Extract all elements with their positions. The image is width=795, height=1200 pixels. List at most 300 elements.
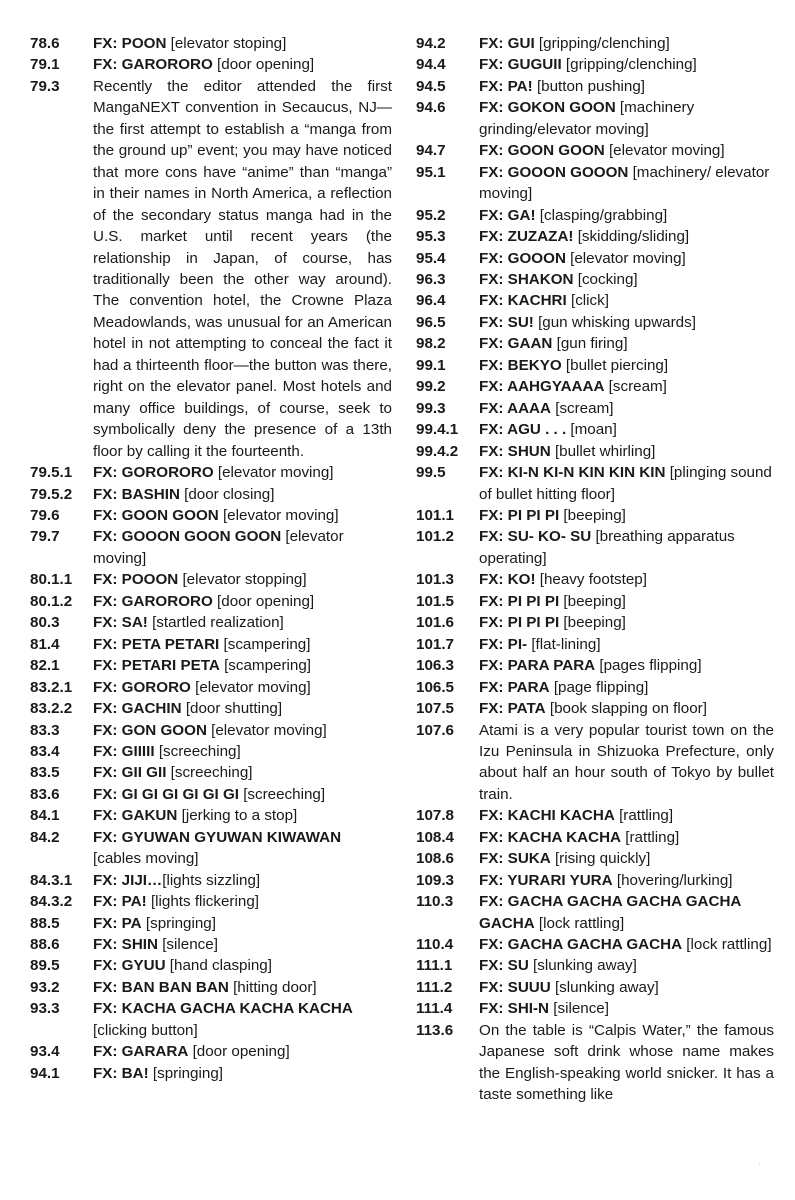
- sound-effect: FX: KACHA KACHA: [479, 828, 622, 846]
- glossary-entry: [30, 955, 392, 976]
- entry-number: 83.2.1: [30, 678, 73, 696]
- sound-description: [door opening]: [212, 56, 315, 74]
- entry-number: 94.7: [416, 142, 446, 160]
- entry-text: [93, 998, 392, 1041]
- glossary-entry: [30, 934, 392, 955]
- sound-description: [elevator stoping]: [166, 35, 287, 52]
- sound-effect: FX: KACHRI: [479, 292, 567, 310]
- glossary-entry: [416, 655, 774, 676]
- entry-text: [93, 891, 392, 912]
- entry-number: 83.3: [30, 721, 60, 739]
- sound-effect: FX: GOON GOON: [479, 142, 605, 160]
- entry-number: 111.1: [416, 957, 453, 975]
- entry-number: 107.8: [416, 807, 455, 825]
- entry-number: 109.3: [416, 871, 455, 889]
- entry-number: 99.3: [416, 399, 446, 417]
- sound-effect: FX: GI GI GI GI GI GI: [93, 785, 239, 803]
- sound-description: [door shutting]: [181, 700, 283, 718]
- entry-number: 82.1: [30, 657, 60, 675]
- sound-effect: FX: GACHA GACHA GACHA: [479, 936, 683, 954]
- glossary-entry: [416, 955, 774, 976]
- entry-text: [479, 698, 774, 719]
- entry-text: [479, 226, 774, 247]
- glossary-entry: [416, 977, 774, 998]
- sound-effect: FX: SU!: [479, 313, 534, 331]
- entry-text: [479, 290, 774, 311]
- sound-effect: FX: GUI: [479, 35, 535, 52]
- glossary-entry: [416, 54, 774, 75]
- sound-description: [machinery/ elevator moving]: [479, 163, 770, 203]
- entry-number: 94.2: [416, 35, 446, 52]
- entry-number: 83.4: [30, 742, 60, 760]
- glossary-entry: [30, 462, 392, 483]
- sound-description: [gun whisking upwards]: [533, 313, 696, 331]
- sound-description: [flat-lining]: [527, 635, 601, 653]
- entry-number: 79.5.2: [30, 485, 73, 503]
- entry-number: 95.4: [416, 249, 446, 267]
- entry-text: [93, 505, 392, 526]
- glossary-entry: [416, 376, 774, 397]
- glossary-entry: [416, 569, 774, 590]
- sound-effect: FX: GORORO: [93, 678, 191, 696]
- glossary-entry: [30, 655, 392, 676]
- sound-description: [gripping/clenching]: [534, 35, 670, 52]
- glossary-entry: [416, 312, 774, 333]
- glossary-entry: [416, 526, 774, 569]
- entry-text: [479, 441, 774, 462]
- entry-text: [479, 162, 774, 205]
- sound-description: [silence]: [157, 936, 218, 954]
- entry-text: [479, 333, 774, 354]
- sound-effect: FX: GOKON GOON: [479, 99, 616, 117]
- entry-text: [479, 97, 774, 140]
- sound-effect: FX: GACHA GACHA GACHA GACHA GACHA: [479, 893, 741, 932]
- sound-description: [elevator moving]: [218, 506, 339, 524]
- sound-description: [elevator moving]: [604, 142, 725, 160]
- sound-description: [scream]: [604, 378, 667, 396]
- glossary-entry: [30, 827, 392, 870]
- sound-description: [clicking button]: [93, 1021, 198, 1039]
- entry-number: 101.5: [416, 592, 455, 610]
- entry-number: 106.3: [416, 657, 455, 675]
- sound-description: [skidding/sliding]: [573, 228, 690, 246]
- sound-description: [hovering/lurking]: [612, 871, 733, 889]
- entry-text: [93, 784, 392, 805]
- entry-text: [479, 355, 774, 376]
- sound-description: [springing]: [148, 1064, 223, 1082]
- entry-number: 110.3: [416, 893, 454, 911]
- sound-effect: FX: SU: [479, 957, 529, 975]
- entry-text: [93, 870, 392, 891]
- sound-effect: FX: GUGUII: [479, 56, 562, 74]
- glossary-entry: [416, 634, 774, 655]
- entry-number: 98.2: [416, 335, 446, 353]
- glossary-entry: [30, 505, 392, 526]
- entry-number: 99.4.2: [416, 442, 459, 460]
- entry-number: 88.6: [30, 936, 60, 954]
- glossary-entry: [30, 484, 392, 505]
- glossary-entry: [416, 870, 774, 891]
- sound-effect: FX: GARORORO: [93, 592, 213, 610]
- sound-effect: FX: PA!: [479, 77, 533, 95]
- entry-number: 95.2: [416, 206, 446, 224]
- sound-description: [book slapping on floor]: [545, 700, 707, 718]
- entry-text: [93, 741, 392, 762]
- sound-description: [jerking to a stop]: [177, 807, 298, 825]
- sound-effect: FX: KACHA GACHA KACHA KACHA: [93, 1000, 353, 1018]
- sound-description: [slunking away]: [528, 957, 637, 975]
- sound-description: [scampering]: [219, 635, 311, 653]
- entry-number: 83.2.2: [30, 700, 73, 718]
- entry-text: [479, 805, 774, 826]
- sound-effect: FX: GOON GOON: [93, 506, 219, 524]
- sound-description: [lights flickering]: [146, 893, 259, 911]
- entry-text: [93, 720, 392, 741]
- entry-number: 113.6: [416, 1021, 454, 1039]
- sound-effect: FX: BA!: [93, 1064, 149, 1082]
- sound-effect: FX: SHUN: [479, 442, 551, 460]
- glossary-entry: [416, 76, 774, 97]
- sound-effect: FX: YURARI YURA: [479, 871, 613, 889]
- entry-number: 83.5: [30, 764, 60, 782]
- sound-description: [page flipping]: [549, 678, 649, 696]
- entry-number: 84.3.1: [30, 871, 73, 889]
- glossary-entry: [30, 762, 392, 783]
- glossary-entry: [416, 398, 774, 419]
- sound-effect: FX: POON: [93, 35, 167, 52]
- entry-number: 101.2: [416, 528, 455, 546]
- entry-number: 93.4: [30, 1043, 60, 1061]
- entry-number: 78.6: [30, 35, 60, 52]
- sound-description: [silence]: [549, 1000, 609, 1018]
- sound-description: [cocking]: [573, 270, 638, 288]
- glossary-entry: [30, 891, 392, 912]
- entry-number: 89.5: [30, 957, 60, 975]
- sound-description: [moan]: [566, 421, 617, 439]
- sound-effect: FX: BEKYO: [479, 356, 562, 374]
- entry-number: 84.1: [30, 807, 60, 825]
- sound-effect: FX: GYUU: [93, 957, 166, 975]
- sound-effect: FX: POOON: [93, 571, 179, 589]
- entry-number: 81.4: [30, 635, 60, 653]
- sound-description: [hand clasping]: [165, 957, 272, 975]
- entry-text: [479, 526, 774, 569]
- entry-text: [479, 76, 774, 97]
- sound-description: [clasping/grabbing]: [535, 206, 668, 224]
- glossary-entry: [30, 784, 392, 805]
- glossary-entry: [416, 677, 774, 698]
- sound-effect: FX: GORORORO: [93, 464, 214, 482]
- entry-text: [479, 569, 774, 590]
- entry-number: 80.1.1: [30, 571, 73, 589]
- entry-text: [479, 870, 774, 891]
- glossary-entry: [416, 205, 774, 226]
- entry-text: [93, 612, 392, 633]
- entry-number: 110.4: [416, 936, 454, 954]
- entry-text: [479, 612, 774, 633]
- entry-number: 88.5: [30, 914, 60, 932]
- sound-description: [machinery grinding/elevator moving]: [479, 99, 695, 138]
- sound-effect: FX: SA!: [93, 614, 148, 632]
- entry-text: [479, 934, 774, 955]
- sound-effect: FX: GARORORO: [93, 56, 213, 74]
- glossary-entry: [416, 248, 774, 269]
- entry-number: 94.4: [416, 56, 446, 74]
- sound-description: [click]: [566, 292, 609, 310]
- glossary-entry: [416, 505, 774, 526]
- entry-text: [479, 891, 774, 934]
- sound-effect: FX: PATA: [479, 700, 546, 718]
- sound-effect: FX: PI-: [479, 635, 528, 653]
- entry-number: 96.4: [416, 292, 446, 310]
- sound-effect: FX: AAAA: [479, 399, 551, 417]
- glossary-entry: [416, 720, 774, 806]
- sound-description: [gripping/clenching]: [561, 56, 697, 74]
- sound-effect: FX: SHIN: [93, 936, 158, 954]
- sound-description: [bullet whirling]: [550, 442, 656, 460]
- sound-description: [lock rattling]: [682, 936, 772, 954]
- sound-description: [scream]: [551, 399, 614, 417]
- sound-description: [pages flipping]: [595, 657, 702, 675]
- entry-number: 99.5: [416, 464, 446, 482]
- entry-number: 80.1.2: [30, 592, 73, 610]
- entry-text: [93, 977, 392, 998]
- sound-description: [rising quickly]: [550, 850, 651, 868]
- sound-effect: FX: GOOON GOOON: [479, 163, 629, 181]
- entry-text: [93, 655, 392, 676]
- glossary-entry: [30, 54, 392, 75]
- sound-effect: FX: PARA PARA: [479, 657, 596, 675]
- sound-description: [door closing]: [179, 485, 275, 503]
- sound-description: [heavy footstep]: [535, 571, 647, 589]
- entry-number: 111.2: [416, 978, 453, 996]
- entry-text: [93, 484, 392, 505]
- glossary-entry: [30, 870, 392, 891]
- glossary-entry: [416, 441, 774, 462]
- glossary-entry: [416, 97, 774, 140]
- entry-number: 99.4.1: [416, 421, 459, 439]
- glossary-entry: [30, 698, 392, 719]
- sound-effect: FX: SHI-N: [479, 1000, 550, 1018]
- entry-text: [479, 248, 774, 269]
- sound-description: [door opening]: [212, 592, 315, 610]
- glossary-entry: [30, 569, 392, 590]
- sound-description: [beeping]: [559, 506, 626, 524]
- sound-effect: FX: PA!: [93, 893, 147, 911]
- entry-number: 108.6: [416, 850, 455, 868]
- glossary-entry: [416, 612, 774, 633]
- entry-text: [93, 805, 392, 826]
- entry-text: [479, 376, 774, 397]
- glossary-entry: [416, 419, 774, 440]
- sound-description: [screeching]: [166, 764, 253, 782]
- sound-description: [bullet piercing]: [561, 356, 669, 374]
- entry-text: [93, 569, 392, 590]
- entry-number: 96.5: [416, 313, 446, 331]
- entry-text: [479, 848, 774, 869]
- entry-number: 79.3: [30, 77, 60, 95]
- sound-description: [beeping]: [559, 592, 626, 610]
- sound-description: [cables moving]: [93, 850, 199, 868]
- sound-description: [elevator moving]: [190, 678, 311, 696]
- entry-number: 107.5: [416, 700, 455, 718]
- sound-effect: FX: KO!: [479, 571, 536, 589]
- entry-text: [93, 677, 392, 698]
- sound-description: [elevator moving]: [213, 464, 334, 482]
- translation-note: On the table is “Calpis Water,” the famous Japanese soft drink whose name makes the English-speaking world snicker. It has a taste something like: [479, 1021, 774, 1104]
- sound-description: [screeching]: [154, 742, 241, 760]
- sound-description: [screeching]: [238, 785, 326, 803]
- entry-text: [93, 955, 392, 976]
- sound-description: [breathing apparatus operating]: [479, 528, 735, 567]
- glossary-entry: [416, 140, 774, 161]
- sound-effect: FX: GYUWAN GYUWAN KIWAWAN: [93, 828, 342, 846]
- sound-effect: FX: PARA: [479, 678, 550, 696]
- glossary-entry: [416, 848, 774, 869]
- sound-effect: FX: GOOON: [479, 249, 566, 267]
- glossary-entry: [30, 977, 392, 998]
- entry-number: 79.5.1: [30, 464, 73, 482]
- glossary-entry: [30, 526, 392, 569]
- entry-number: 101.7: [416, 635, 455, 653]
- glossary-entry: [416, 290, 774, 311]
- glossary-entry: [30, 741, 392, 762]
- sound-description: [slunking away]: [550, 978, 659, 996]
- sound-effect: FX: PA: [93, 914, 142, 932]
- entry-number: 99.2: [416, 378, 446, 396]
- entry-number: 93.3: [30, 1000, 60, 1018]
- entry-text: [93, 1063, 392, 1084]
- entry-text: [93, 634, 392, 655]
- sound-description: [lights sizzling]: [162, 871, 261, 889]
- entry-number: 93.2: [30, 978, 60, 996]
- sound-effect: FX: GON GOON: [93, 721, 207, 739]
- entry-text: [479, 398, 774, 419]
- sound-effect: FX: BASHIN: [93, 485, 180, 503]
- glossary-entry: [416, 698, 774, 719]
- entry-text: [93, 827, 392, 870]
- entry-number: 79.1: [30, 56, 60, 74]
- glossary-entry: [30, 634, 392, 655]
- glossary-entry: [30, 1041, 392, 1062]
- sound-effect: FX: SUUU: [479, 978, 551, 996]
- sound-effect: FX: PI PI PI: [479, 614, 560, 632]
- sound-effect: FX: JIJI…: [93, 871, 163, 889]
- glossary-entry: [416, 805, 774, 826]
- glossary-entry: [416, 462, 774, 505]
- entry-text: [479, 505, 774, 526]
- entry-number: 84.2: [30, 828, 60, 846]
- sound-description: [elevator stopping]: [178, 571, 307, 589]
- entry-number: 107.6: [416, 721, 455, 739]
- glossary-entry: [416, 891, 774, 934]
- sound-effect: FX: GARARA: [93, 1043, 189, 1061]
- entry-text: [479, 955, 774, 976]
- entry-text: [93, 913, 392, 934]
- entry-text: [479, 419, 774, 440]
- entry-text: [479, 312, 774, 333]
- glossary-entry: [30, 677, 392, 698]
- entry-number: 94.6: [416, 99, 446, 117]
- entry-text: [93, 54, 392, 75]
- glossary-entry: [30, 1063, 392, 1084]
- entry-number: 79.6: [30, 506, 60, 524]
- sound-description: [startled realization]: [147, 614, 284, 632]
- entry-text: [479, 634, 774, 655]
- entry-number: 84.3.2: [30, 893, 73, 911]
- glossary-entry: [416, 827, 774, 848]
- glossary-entry: [30, 76, 392, 462]
- entry-number: 108.4: [416, 828, 455, 846]
- sound-effect: FX: SHAKON: [479, 270, 574, 288]
- entry-number: 106.5: [416, 678, 455, 696]
- entry-text: [479, 33, 774, 54]
- glossary-entry: [416, 934, 774, 955]
- entry-text: [93, 698, 392, 719]
- sound-effect: FX: KACHI KACHA: [479, 807, 615, 825]
- sound-effect: FX: ZUZAZA!: [479, 228, 574, 246]
- sound-effect: FX: GAKUN: [93, 807, 178, 825]
- entry-number: 111.4: [416, 1000, 453, 1018]
- entry-number: 99.1: [416, 356, 446, 374]
- sound-description: [scampering]: [219, 657, 312, 675]
- entry-number: 94.1: [30, 1064, 60, 1082]
- glossary-entry: [416, 1020, 774, 1106]
- sound-description: [elevator moving]: [206, 721, 327, 739]
- sound-effect: FX: GACHIN: [93, 700, 182, 718]
- sound-effect: FX: BAN BAN BAN: [93, 978, 229, 996]
- entry-text: [479, 462, 774, 505]
- sound-effect: FX: AAHGYAAAA: [479, 378, 605, 396]
- entry-number: 83.6: [30, 785, 60, 803]
- translation-note: Atami is a very popular tourist town on the Izu Peninsula in Shizuoka Prefecture, only about half an hour south of Tokyo by bullet train.: [479, 721, 774, 803]
- sound-description: [beeping]: [559, 614, 626, 632]
- entry-number: 101.3: [416, 571, 455, 589]
- entry-number: 95.3: [416, 228, 446, 246]
- entry-number: 101.1: [416, 506, 455, 524]
- sound-effect: FX: GA!: [479, 206, 536, 224]
- glossary-entry: [30, 913, 392, 934]
- entry-text: [93, 526, 392, 569]
- glossary-entry: [416, 162, 774, 205]
- entry-text: [93, 1041, 392, 1062]
- glossary-entry: [30, 33, 392, 54]
- glossary-entry: [30, 612, 392, 633]
- sound-effect: FX: GAAN: [479, 335, 553, 353]
- sound-description: [springing]: [141, 914, 216, 932]
- sound-description: [button pushing]: [532, 77, 646, 95]
- sound-description: [elevator moving]: [565, 249, 686, 267]
- entry-text: [479, 655, 774, 676]
- sound-description: [plinging sound of bullet hitting floor]: [479, 464, 772, 503]
- sound-description: [hitting door]: [228, 978, 317, 996]
- sound-effect: FX: GOOON GOON GOON: [93, 528, 282, 546]
- entry-text: [93, 591, 392, 612]
- entry-text: [479, 998, 774, 1019]
- glossary-entry: [416, 591, 774, 612]
- entry-text: [93, 462, 392, 483]
- glossary-entry: [30, 591, 392, 612]
- entry-text: [479, 677, 774, 698]
- entry-text: [479, 827, 774, 848]
- sound-description: [elevator moving]: [93, 528, 344, 567]
- page-mark: ': [759, 1163, 761, 1170]
- sound-effect: FX: GIIIII: [93, 742, 155, 760]
- sound-effect: FX: SU- KO- SU: [479, 528, 592, 546]
- sound-effect: FX: PI PI PI: [479, 506, 560, 524]
- entry-number: 96.3: [416, 270, 446, 288]
- sound-description: [rattling]: [621, 828, 680, 846]
